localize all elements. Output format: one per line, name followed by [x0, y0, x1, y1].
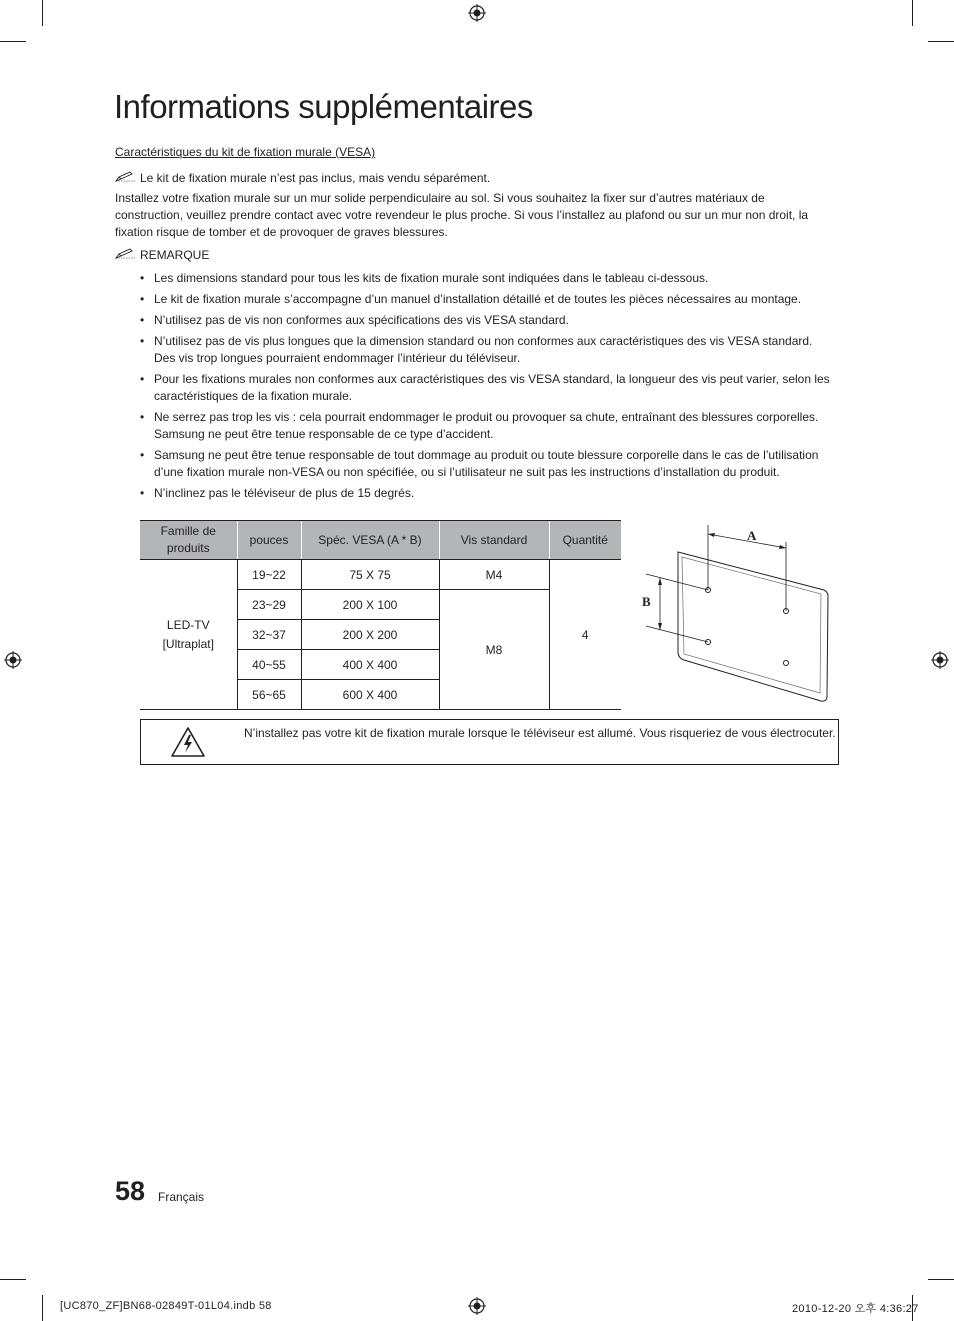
product-family-cell — [140, 560, 237, 710]
list-item-text: N’utilisez pas de vis plus longues que la dimension standard ou non conformes aux caractéristiques des vis VESA standard. Des vis trop longues pourraient endommager l’intérieur du téléviseur. — [154, 334, 813, 365]
table-cell: 200 X 100 — [301, 590, 439, 620]
list-item-text: N’inclinez pas le téléviseur de plus de 15 degrés. — [154, 486, 415, 500]
list-item — [137, 371, 837, 405]
bullet-icon: • — [140, 372, 145, 386]
list-item — [137, 312, 837, 329]
page-number: 58 — [115, 1176, 146, 1206]
crop-mark — [42, 0, 43, 26]
table-cell: 40~55 — [237, 650, 301, 680]
vesa-spec-table — [140, 520, 621, 710]
dimension-label-b: B — [642, 594, 651, 609]
table-header-cell: pouces — [237, 521, 301, 560]
dimension-label-a: A — [747, 528, 757, 543]
bullet-icon: • — [140, 313, 145, 327]
table-row — [140, 560, 621, 590]
product-family-name: LED-TV — [166, 617, 210, 632]
pencil-note-icon — [115, 171, 137, 183]
registration-mark-icon — [931, 651, 949, 669]
table-cell: 75 X 75 — [301, 560, 439, 590]
table-cell: 19~22 — [237, 560, 301, 590]
table-cell: 600 X 400 — [301, 680, 439, 710]
list-item-text: Ne serrez pas trop les vis : cela pourrait endommager le produit ou provoquer sa chute, entraînant des blessures corporelles. Samsung ne peut être tenue responsable de ce type d’accident. — [154, 410, 819, 441]
table-header-cell: Quantité — [549, 521, 621, 560]
list-item-text: Samsung ne peut être tenue responsable de tout dommage au produit ou toute blessure corporelle dans le cas de l’utilisation d’une fixation murale non-VESA ou non spécifiée, ou si l’utilisateur ne suit pas les instructions d’installation du produit. — [154, 448, 819, 479]
list-item-text: Le kit de fixation murale s’accompagne d’un manuel d’installation détaillé et de toutes les pièces nécessaires au montage. — [154, 292, 802, 306]
footer-datetime: 2010-12-20 오후 4:36:27 — [792, 1303, 919, 1315]
table-cell: M4 — [439, 560, 549, 590]
list-item — [137, 447, 837, 481]
pencil-note-icon — [115, 248, 137, 260]
tv-back-panel — [678, 552, 828, 701]
bullet-icon: • — [140, 410, 145, 424]
page-language: Français — [158, 1190, 205, 1204]
list-item-text: Les dimensions standard pour tous les kits de fixation murale sont indiquées dans le tableau ci-dessous. — [154, 271, 709, 285]
arrowhead-icon — [658, 578, 662, 585]
intro-paragraph: Installez votre fixation murale sur un mur solide perpendiculaire au sol. Si vous souhaitez la fixer sur d’autres matériaux de construction, veuillez prendre contact avec votre revendeur le plus proche. Si vous l’installez au plafond ou sur un mur non droit, la fixation risque de tomber et de provoquer de graves blessures. — [115, 191, 809, 239]
arrowhead-icon — [708, 533, 715, 537]
bullet-icon: • — [140, 292, 145, 306]
remark-bullet-list — [137, 270, 837, 506]
bullet-icon: • — [140, 271, 145, 285]
page-title: Informations supplémentaires — [114, 88, 533, 125]
table-cell: 32~37 — [237, 620, 301, 650]
bullet-icon: • — [140, 486, 145, 500]
quantity-cell: 4 — [549, 560, 621, 710]
table-header-cell: Famille de produits — [140, 521, 237, 560]
list-item — [137, 485, 837, 502]
crop-mark — [928, 1279, 954, 1280]
table-cell: M8 — [439, 590, 549, 710]
list-item — [137, 291, 837, 308]
note-not-included — [115, 171, 490, 185]
mount-hole-icon — [784, 661, 789, 666]
table-header-cell: Spéc. VESA (A * B) — [301, 521, 439, 560]
list-item — [137, 333, 837, 367]
bullet-icon: • — [140, 448, 145, 462]
list-item — [137, 409, 837, 443]
crop-mark — [912, 0, 913, 26]
remark-heading — [115, 248, 209, 262]
bullet-icon: • — [140, 334, 145, 348]
arrowhead-icon — [779, 545, 786, 549]
list-item-text: Pour les fixations murales non conformes aux caractéristiques des vis VESA standard, la longueur des vis peut varier, selon les caractéristiques de la fixation murale. — [154, 372, 830, 403]
electric-shock-warning-icon — [170, 726, 206, 758]
note-not-included-text: Le kit de fixation murale n’est pas inclus, mais vendu séparément. — [140, 171, 491, 185]
remark-label: REMARQUE — [140, 248, 210, 262]
list-item-text: N’utilisez pas de vis non conformes aux spécifications des vis VESA standard. — [154, 313, 569, 327]
crop-mark — [42, 1295, 43, 1321]
registration-mark-icon — [468, 4, 486, 22]
table-header-row — [140, 521, 621, 560]
crop-mark — [0, 41, 26, 42]
warning-text: N’installez pas votre kit de fixation murale lorsque le téléviseur est allumé. Vous risqueriez de vous électrocuter. — [244, 726, 836, 740]
tv-wall-mount-diagram — [628, 520, 838, 705]
warning-box — [140, 719, 839, 765]
crop-mark — [0, 1279, 26, 1280]
list-item — [137, 270, 837, 287]
footer-file-info: [UC870_ZF]BN68-02849T-01L04.indb 58 — [60, 1300, 272, 1312]
table-cell: 200 X 200 — [301, 620, 439, 650]
table-cell: 56~65 — [237, 680, 301, 710]
registration-mark-icon — [468, 1297, 486, 1315]
table-cell: 23~29 — [237, 590, 301, 620]
table-header-cell: Vis standard — [439, 521, 549, 560]
crop-mark — [928, 41, 954, 42]
registration-mark-icon — [4, 651, 22, 669]
table-cell: 400 X 400 — [301, 650, 439, 680]
section-heading: Caractéristiques du kit de fixation murale (VESA) — [115, 145, 376, 159]
product-family-sub: [Ultraplat] — [162, 636, 214, 651]
